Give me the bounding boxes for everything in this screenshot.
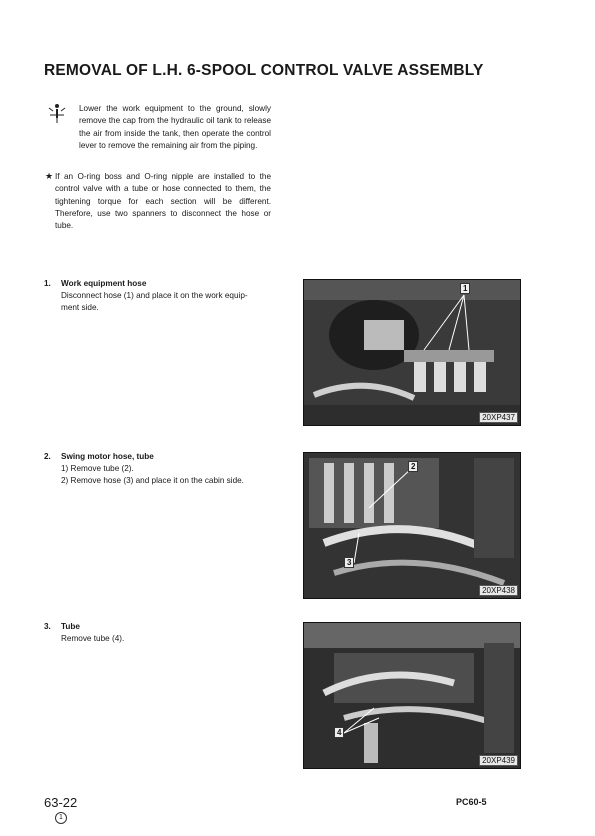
- page-number: 63-22: [44, 795, 78, 810]
- note-text: If an O-ring boss and O-ring nipple are installed to the control valve with a tube or hose connected to them, the tightening torque for each section will be different. Therefore, use two spanners to disconnect the hose or tube.: [55, 172, 271, 231]
- warning-text: Lower the work equipment to the ground, slowly remove the cap from the hydraulic oil tank to release the air from inside the tank, then operate the control lever to remove the remaining air from the piping.: [79, 104, 271, 150]
- photo-work-equipment-hose: [303, 279, 521, 426]
- photo-tube: [303, 622, 521, 769]
- step-body: [61, 463, 276, 488]
- step-number: 3.: [44, 622, 51, 631]
- callout-3: 3: [344, 557, 354, 568]
- step-line: ment side.: [61, 303, 99, 313]
- step-line: 1) Remove tube (2).: [61, 464, 134, 473]
- note-star-icon: ★: [45, 171, 54, 181]
- callout-2: 2: [408, 461, 418, 472]
- page-revision-mark: 1: [55, 812, 67, 824]
- step-line: Remove tube (4).: [61, 634, 125, 643]
- step-line: Disconnect hose (1) and place it on the work equip-: [61, 291, 248, 300]
- photo-caption: 20XP438: [479, 585, 518, 596]
- photo-caption: 20XP437: [479, 412, 518, 423]
- step-number: 2.: [44, 452, 51, 461]
- warning-icon: [46, 102, 68, 124]
- photo-caption: 20XP439: [479, 755, 518, 766]
- step-title: Swing motor hose, tube: [61, 452, 154, 461]
- step-line: 2) Remove hose (3) and place it on the cabin side.: [61, 476, 244, 486]
- step-body: [61, 290, 276, 315]
- step-title: Work equipment hose: [61, 279, 147, 288]
- callout-1: 1: [460, 283, 470, 294]
- photo-swing-motor-hose: [303, 452, 521, 599]
- callout-4: 4: [334, 727, 344, 738]
- page-title: REMOVAL OF L.H. 6-SPOOL CONTROL VALVE ASSEMBLY: [44, 62, 484, 79]
- step-title: Tube: [61, 622, 80, 631]
- step-body: [61, 633, 276, 645]
- model-number: PC60-5: [456, 797, 487, 807]
- step-number: 1.: [44, 279, 51, 288]
